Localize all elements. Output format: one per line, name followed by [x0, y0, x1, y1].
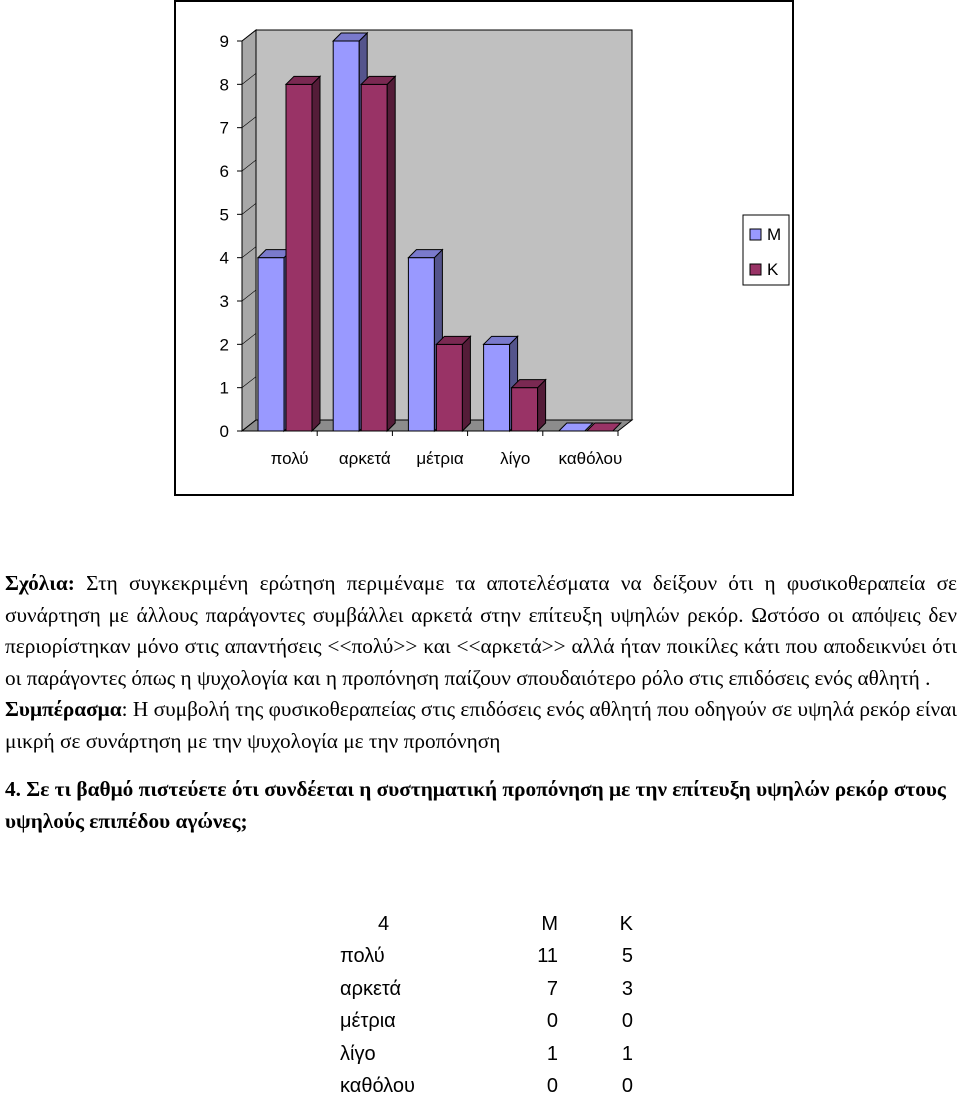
chart-frame — [174, 0, 794, 496]
bar-k — [286, 84, 312, 431]
question-title: 4. Σε τι βαθμό πιστεύετε ότι συνδέεται η συστηματική προπόνηση με την επίτευξη υψηλών ρεκόρ στους υψηλούς επιπέδου αγώνες; — [5, 774, 957, 837]
bar-k — [436, 344, 462, 431]
results-table — [340, 908, 633, 1103]
cell-value: 0 — [488, 1006, 578, 1039]
cell-value: 0 — [578, 1071, 633, 1103]
chart-side-wall — [242, 30, 256, 431]
conclusion-label: Συμπέρασμα — [5, 697, 122, 721]
cell-value: 1 — [488, 1038, 578, 1071]
table-row — [340, 1038, 633, 1071]
x-tick-label: λίγο — [500, 449, 530, 468]
conclusion-paragraph — [5, 694, 957, 757]
cell-value: 0 — [578, 1006, 633, 1039]
bar-k — [361, 84, 387, 431]
legend-swatch — [750, 264, 761, 275]
comments-paragraph — [5, 568, 957, 694]
cell-value: Κ — [578, 908, 633, 941]
y-tick-label: 1 — [220, 379, 229, 398]
bar-chart — [176, 2, 792, 494]
row-label: αρκετά — [340, 973, 488, 1006]
bar-m — [408, 258, 434, 431]
y-tick-label: 7 — [220, 119, 229, 138]
bar-k — [512, 388, 538, 431]
row-label: μέτρια — [340, 1006, 488, 1039]
row-label: πολύ — [340, 941, 488, 974]
bar-side — [387, 76, 395, 431]
row-label: 4 — [340, 908, 488, 941]
table-row — [340, 973, 633, 1006]
bar-side — [538, 380, 546, 431]
x-tick-label: καθόλου — [559, 449, 623, 468]
y-tick-label: 3 — [220, 292, 229, 311]
comments-text: Στη συγκεκριμένη ερώτηση περιμέναμε τα αποτελέσματα να δείξουν ότι η φυσικοθεραπεία σε συνάρτηση με άλλους παράγοντες συμβάλλει αρκετά στην επίτευξη υψηλών ρεκόρ. Ωστόσο οι απόψεις δεν περιορίστηκαν μόνο στις απαντήσεις <<πολύ>> και <<αρκετά>> αλλά ήταν ποικίλες κάτι που αποδεικνύει ότι οι παράγοντες όπως η ψυχολογία και η προπόνηση παίζουν σπουδαιότερο ρόλο στις επιδόσεις ενός αθλητή . — [5, 571, 957, 690]
cell-value: 7 — [488, 973, 578, 1006]
cell-value: Μ — [488, 908, 578, 941]
cell-value: 1 — [578, 1038, 633, 1071]
cell-value: 5 — [578, 941, 633, 974]
x-tick-label: μέτρια — [416, 449, 464, 468]
bar-m — [484, 344, 510, 431]
cell-value: 0 — [488, 1071, 578, 1103]
y-tick-label: 6 — [220, 162, 229, 181]
y-tick-label: 2 — [220, 335, 229, 354]
y-tick-label: 9 — [220, 32, 229, 51]
y-tick-label: 8 — [220, 75, 229, 94]
row-label: λίγο — [340, 1038, 488, 1071]
y-tick-label: 5 — [220, 205, 229, 224]
legend-swatch — [750, 229, 761, 240]
row-label: καθόλου — [340, 1071, 488, 1103]
table-header-row — [340, 908, 633, 941]
commentary — [5, 568, 957, 837]
comments-label: Σχόλια: — [5, 571, 75, 595]
legend-label: Μ — [767, 225, 781, 244]
cell-value: 11 — [488, 941, 578, 974]
bar-side — [462, 336, 470, 431]
table-row — [340, 1006, 633, 1039]
y-tick-label: 0 — [220, 422, 229, 441]
conclusion-text: : Η συμβολή της φυσικοθεραπείας στις επιδόσεις ενός αθλητή που οδηγούν σε υψηλά ρεκόρ είναι μικρή σε συνάρτηση με την ψυχολογία με την προπόνηση — [5, 697, 957, 753]
x-tick-label: πολύ — [271, 449, 309, 468]
legend-label: Κ — [767, 260, 779, 279]
y-tick-label: 4 — [220, 249, 229, 268]
bar-m — [258, 258, 284, 431]
bar-side — [312, 76, 320, 431]
cell-value: 3 — [578, 973, 633, 1006]
table-row — [340, 1071, 633, 1103]
table-row — [340, 941, 633, 974]
bar-m — [333, 41, 359, 431]
x-tick-label: αρκετά — [339, 449, 391, 468]
